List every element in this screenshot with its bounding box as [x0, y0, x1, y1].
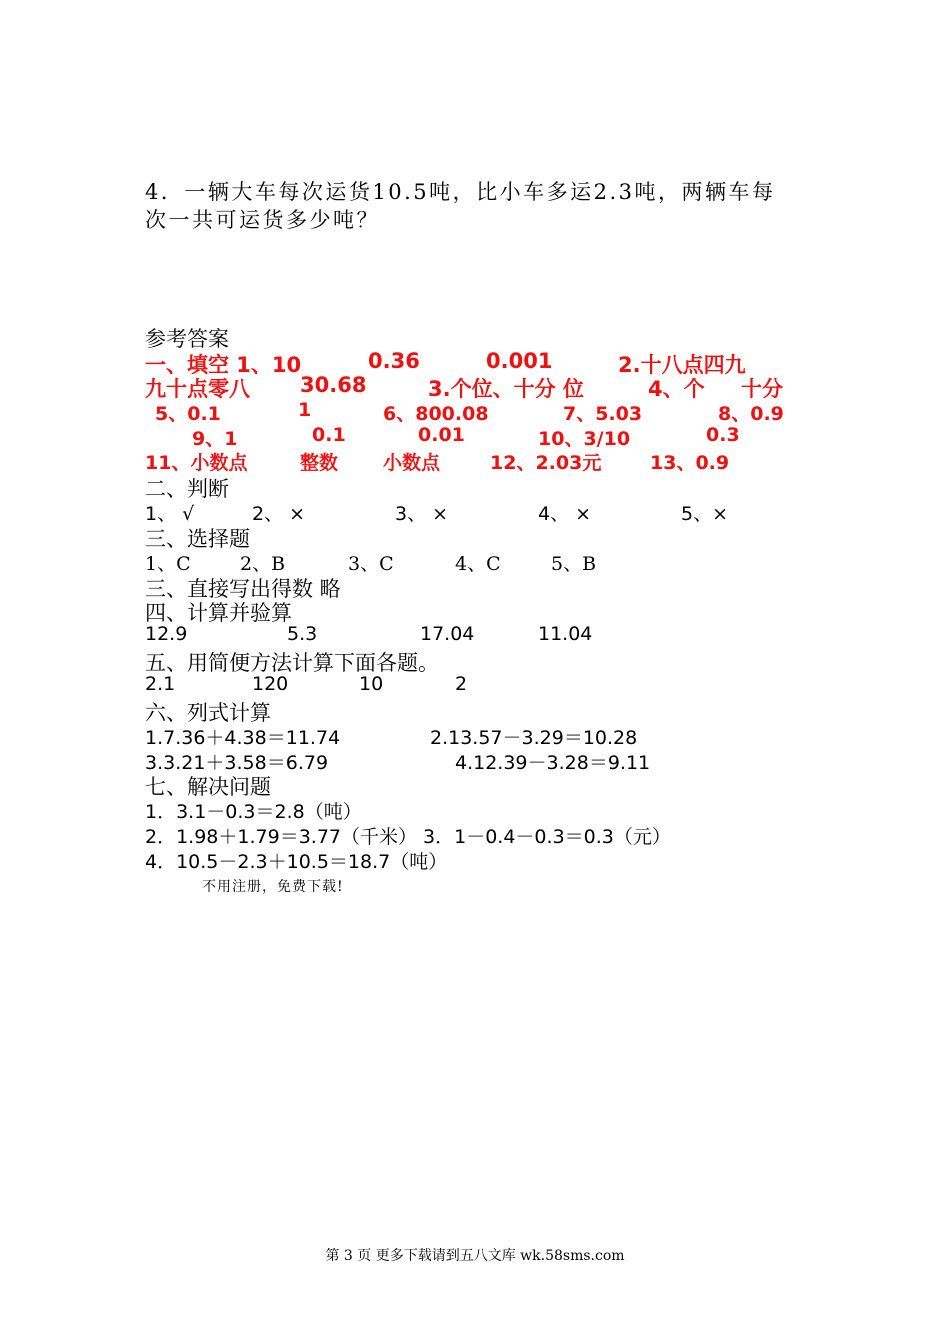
calc-item: 17.04 — [420, 623, 475, 645]
fill-item: 1 — [298, 399, 312, 421]
fill-item: 30.68 — [300, 373, 367, 397]
fill-row-4 — [145, 424, 845, 450]
fill-item: 4、个 — [648, 377, 705, 401]
simple-item: 2 — [455, 673, 468, 695]
choice-item: 3、C — [348, 553, 394, 575]
fill-item: 7、5.03 — [563, 403, 643, 425]
fill-item: 10、3/10 — [538, 428, 631, 450]
simple-heading: 五、用简便方法计算下面各题。 — [145, 651, 439, 675]
simple-item: 10 — [359, 673, 384, 695]
solve-line-3: 4．10.5－2.3＋10.5＝18.7（吨） — [145, 851, 448, 873]
fill-item: 十分 — [741, 377, 783, 401]
calc-items — [145, 623, 845, 649]
fill-item: 小数点 — [383, 452, 441, 474]
formula-heading: 六、列式计算 — [145, 701, 271, 725]
simple-item: 2.1 — [145, 673, 176, 695]
question-4-line-1: 4．一辆大车每次运货10.5吨，比小车多运2.3吨，两辆车每 — [145, 180, 776, 204]
fill-item: 0.36 — [368, 349, 420, 373]
fill-item: 2.十八点四九 — [618, 353, 746, 377]
judge-items — [145, 499, 845, 525]
calc-item: 12.9 — [145, 623, 188, 645]
fill-item: 5、0.1 — [155, 403, 221, 425]
question-4-line-2: 次一共可运货多少吨？ — [145, 208, 380, 232]
fill-item: 九十点零八 — [145, 377, 250, 401]
calc-item: 5.3 — [287, 623, 318, 645]
choice-items — [145, 549, 845, 575]
choice-item: 4、C — [455, 553, 501, 575]
choice-item: 5、B — [551, 553, 597, 575]
formula-item: 1.7.36＋4.38＝11.74 — [145, 727, 341, 749]
judge-item: 3、 × — [395, 503, 449, 525]
judge-heading: 二、判断 — [145, 477, 229, 501]
formula-row-1 — [145, 723, 845, 749]
fill-item: 12、2.03元 — [490, 452, 602, 474]
fill-item: 11、小数点 — [145, 452, 248, 474]
formula-item: 2.13.57－3.29＝10.28 — [430, 727, 638, 749]
judge-item: 1、 √ — [145, 503, 195, 525]
calc-item: 11.04 — [538, 623, 593, 645]
page-footer: 第 3 页 更多下载请到五八文库 wk.58sms.com — [325, 1248, 625, 1264]
judge-item: 4、 × — [538, 503, 592, 525]
simple-item: 120 — [252, 673, 289, 695]
simple-items — [145, 673, 845, 699]
solve-heading: 七、解决问题 — [145, 775, 271, 799]
answers-title: 参考答案 — [145, 327, 229, 351]
fill-item: 9、1 — [192, 428, 238, 450]
choice-item: 2、B — [240, 553, 286, 575]
choice-item: 1、C — [145, 553, 191, 575]
fill-row-5 — [145, 448, 845, 474]
choice-heading: 三、选择题 — [145, 527, 250, 551]
fill-item: 整数 — [300, 452, 339, 474]
formula-item: 4.12.39－3.28＝9.11 — [455, 752, 651, 774]
fill-item: 一、填空 1、10 — [145, 353, 302, 377]
solve-line-2: 2．1.98＋1.79＝3.77（千米） 3．1－0.4－0.3＝0.3（元） — [145, 826, 671, 848]
calc-heading: 四、计算并验算 — [145, 601, 292, 625]
fill-item: 8、0.9 — [718, 403, 784, 425]
formula-item: 3.3.21＋3.58＝6.79 — [145, 752, 329, 774]
fill-item: 0.3 — [706, 424, 740, 446]
fill-item: 0.1 — [312, 424, 346, 446]
judge-item: 5、× — [681, 503, 729, 525]
fill-item: 0.001 — [486, 349, 553, 373]
fill-row-2 — [145, 373, 845, 401]
judge-item: 2、 × — [252, 503, 306, 525]
fill-item: 6、800.08 — [383, 403, 489, 425]
download-note: 不用注册，免费下载! — [202, 879, 344, 895]
fill-item: 13、0.9 — [650, 452, 730, 474]
fill-item: 0.01 — [418, 424, 465, 446]
direct-heading: 三、直接写出得数 略 — [145, 577, 341, 601]
solve-line-1: 1．3.1－0.3＝2.8（吨） — [145, 801, 362, 823]
fill-row-3 — [145, 399, 845, 425]
fill-item: 3.个位、十分 位 — [428, 377, 584, 401]
